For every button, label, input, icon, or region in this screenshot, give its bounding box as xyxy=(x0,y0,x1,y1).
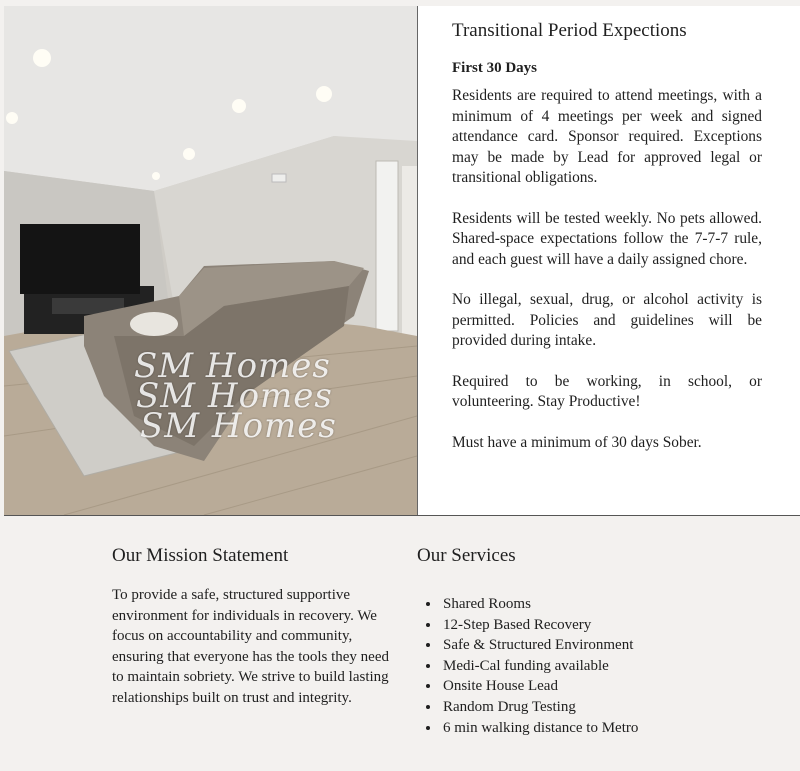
service-item: • Safe & Structured Environment xyxy=(441,635,757,656)
mission-section xyxy=(112,545,392,709)
services-section xyxy=(417,545,757,736)
expectation-paragraph: Required to be working, in school, or volunteering. Stay Productive! xyxy=(452,372,762,410)
watermark-line: SM Homes xyxy=(136,376,333,416)
expectations-subtitle: First 30 Days xyxy=(452,60,537,76)
sm-homes-watermark xyxy=(134,346,344,446)
watermark-line: SM Homes xyxy=(140,406,337,446)
expectation-paragraph: Residents are required to attend meetings, with a minimum of 4 meetings per week and signed attendance card. Sponsor required. Exceptions may be made by Lead for approved legal or transitional obligations. xyxy=(452,87,762,186)
expectations-title: Transitional Period Expections xyxy=(452,20,687,41)
living-room-photo xyxy=(4,6,417,515)
watermark-line: SM Homes xyxy=(134,346,331,386)
service-item: • Shared Rooms xyxy=(441,594,757,615)
expectation-paragraph: No illegal, sexual, drug, or alcohol activity is permitted. Policies and guidelines will be provided during intake. xyxy=(452,291,762,349)
service-item: • Onsite House Lead xyxy=(441,676,757,697)
services-title: Our Services xyxy=(417,545,516,566)
service-item: • 12-Step Based Recovery xyxy=(441,615,757,636)
service-item: • Random Drug Testing xyxy=(441,697,757,718)
mission-text: To provide a safe, structured supportive environment for individuals in recovery. We focus on accountability and community, ensuring that everyone has the tools they need to maintain sobriety. We strive to build lasting relationships built on trust and integrity. xyxy=(112,587,390,706)
expectation-paragraph: Residents will be tested weekly. No pets allowed. Shared-space expectations follow the 7-7-7 rule, and each guest will have a daily assigned chore. xyxy=(452,209,762,268)
expectations-panel xyxy=(417,6,800,515)
expectations-body xyxy=(452,86,762,473)
service-item: • Medi-Cal funding available xyxy=(441,656,757,677)
mission-title: Our Mission Statement xyxy=(112,545,289,566)
services-list xyxy=(417,594,757,738)
service-item: • 6 min walking distance to Metro xyxy=(441,718,757,739)
section-divider xyxy=(4,515,800,516)
expectation-paragraph: Must have a minimum of 30 days Sober. xyxy=(452,433,702,451)
